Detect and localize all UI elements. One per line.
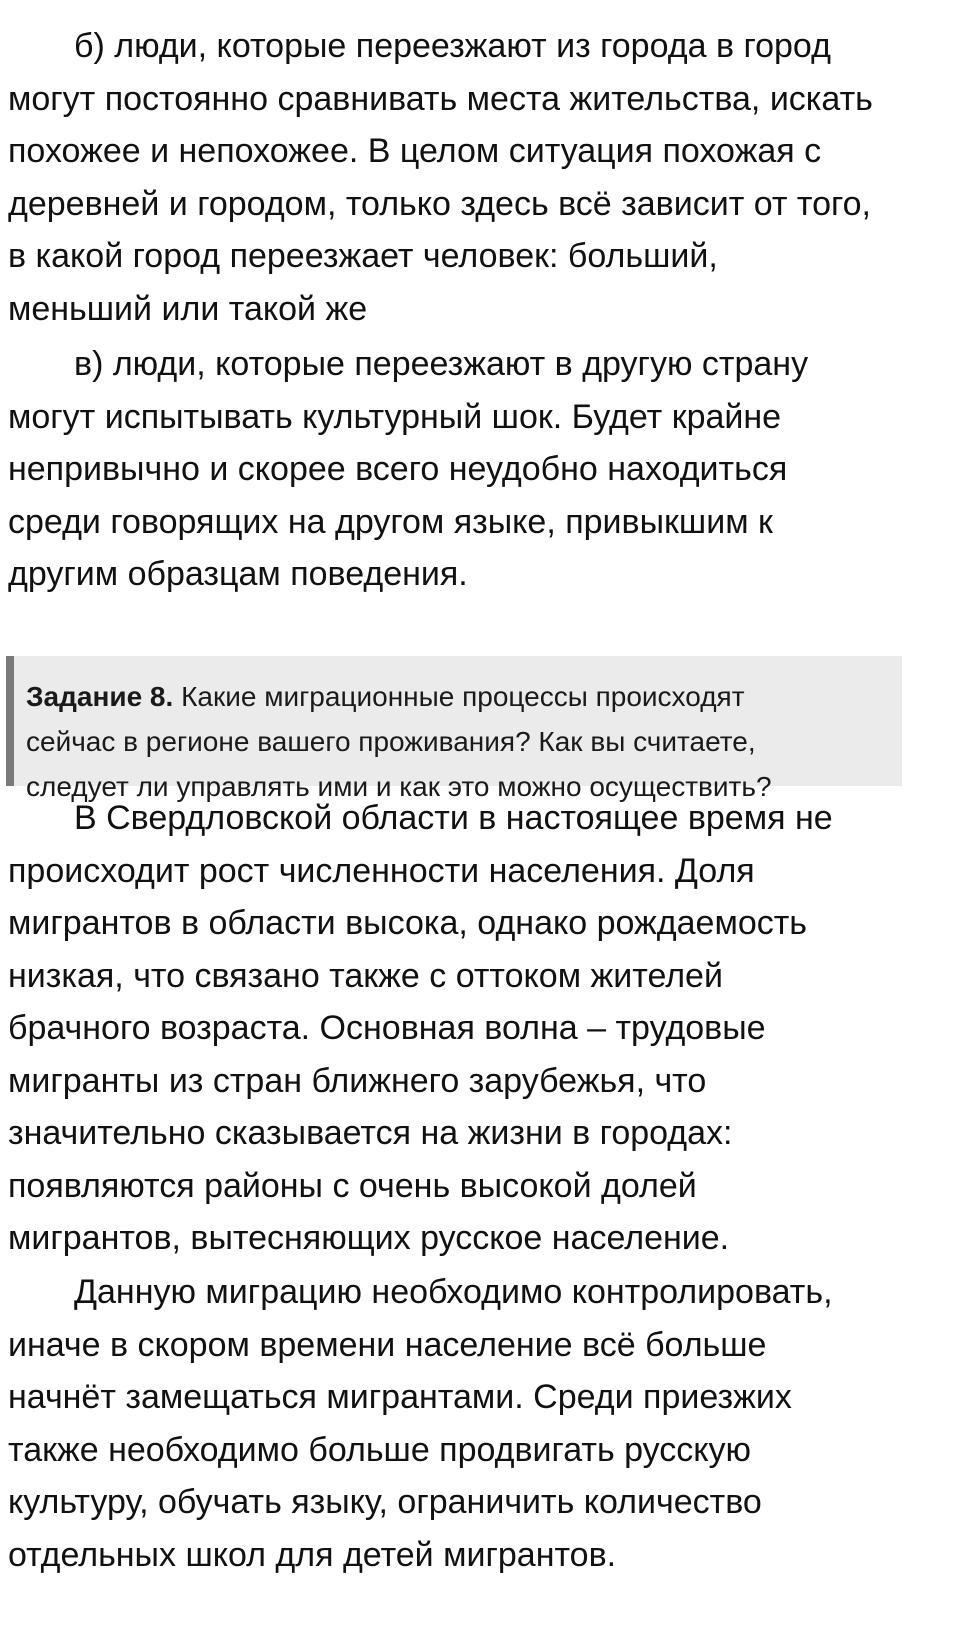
answer-paragraph-1: В Свердловской области в настоящее время не происходит рост численности населения. Доля мигрантов в области высока, однако рождаемость низкая, что связано также с оттоком жителей брачного возраста. Основная волна – трудовые мигранты из стран ближнего зарубежья, что значительно сказывается на жизни в городах: появляются районы с очень высокой долей мигрантов, вытесняющих русское население. <box>8 799 833 1257</box>
paragraph-b: б) люди, которые переезжают из города в город могут постоянно сравнивать места жительства, искать похожее и непохожее. В целом ситуация похожая с деревней и городом, только здесь всё зависит от того, в какой город переезжает человек: больший, меньший или такой же <box>8 27 873 328</box>
task-title: Задание 8. <box>26 681 174 712</box>
task-8-box <box>6 656 902 802</box>
paragraph-v: в) люди, которые переезжают в другую страну могут испытывать культурный шок. Будет крайне непривычно и скорее всего неудобно находиться среди говорящих на другом языке, привыкшим к другим образцам поведения. <box>8 345 809 593</box>
answer-paragraph-2: Данную миграцию необходимо контролировать, иначе в скором времени население всё больше начнёт замещаться мигрантами. Среди приезжих также необходимо больше продвигать русскую культуру, обучать языку, ограничить количество отдельных школ для детей мигрантов. <box>8 1273 833 1574</box>
task-line-2: сейчас в регионе вашего проживания? Как вы считаете, <box>26 726 756 757</box>
task-text-1: Какие миграционные процессы происходят <box>173 681 745 712</box>
task-line-3: следует ли управлять ими и как это можно осуществить? <box>26 771 772 802</box>
task-line-1 <box>26 674 894 719</box>
